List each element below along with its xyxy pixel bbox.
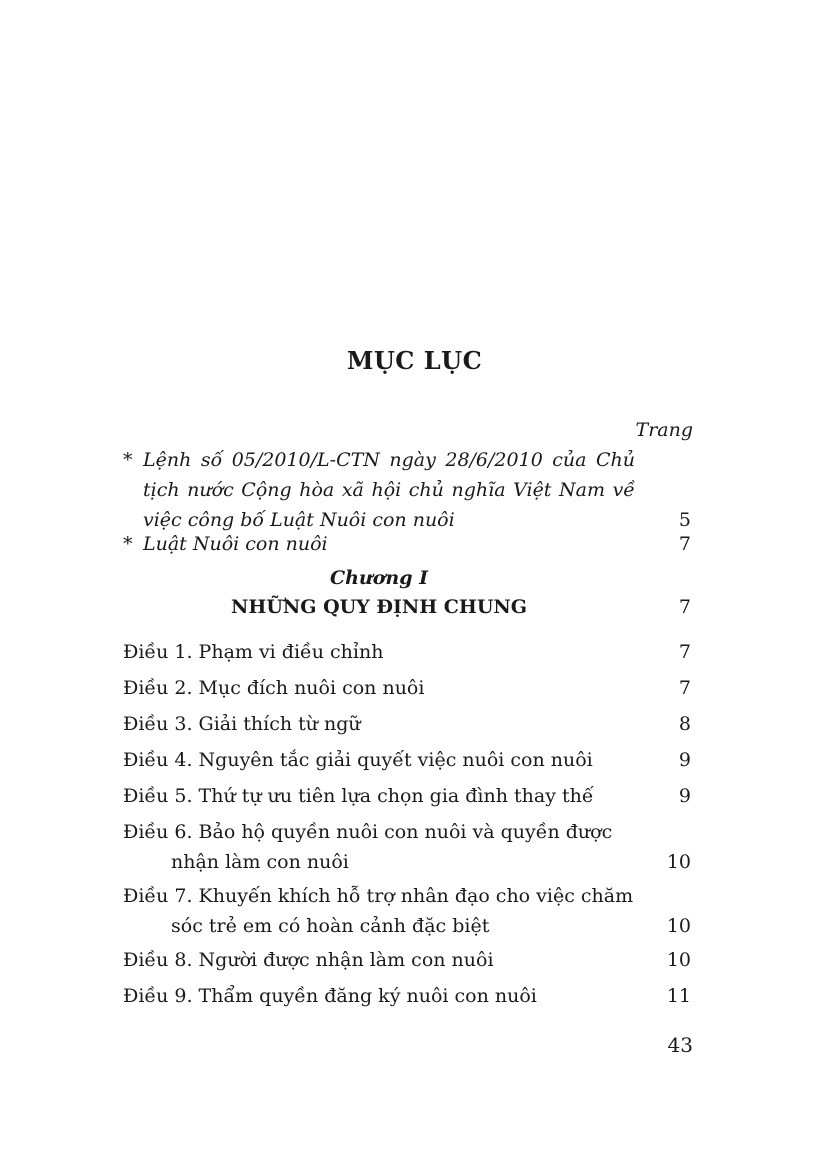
page-title: MỤC LỤC <box>346 346 483 375</box>
toc-entry <box>123 981 691 1011</box>
toc-entry <box>123 637 691 667</box>
bullet-marker: * <box>123 533 133 555</box>
toc-entry-text: Điều 2. Mục đích nuôi con nuôi <box>123 677 425 699</box>
page-column-label: Trang <box>635 419 693 441</box>
chapter-name: NHỮNG QUY ĐỊNH CHUNG <box>230 596 528 618</box>
toc-entry <box>123 673 691 703</box>
page-number: 43 <box>667 1033 693 1057</box>
toc-entry-text: Điều 9. Thẩm quyền đăng ký nuôi con nuôi <box>123 985 537 1007</box>
toc-entry <box>123 709 691 739</box>
chapter-page: 7 <box>678 596 691 618</box>
chapter-number: Chương I <box>329 567 429 589</box>
toc-entry <box>123 945 691 975</box>
toc-entry-page: 9 <box>678 749 691 771</box>
toc-entry <box>123 745 691 775</box>
toc-entry-text: Điều 6. Bảo hộ quyền nuôi con nuôi và quyền được nhận làm con nuôi <box>123 821 613 873</box>
toc-entry-page: 10 <box>666 851 691 873</box>
toc-entry-page: 11 <box>666 985 691 1007</box>
toc-entry-page: 8 <box>678 713 691 735</box>
toc-entry-text: Điều 4. Nguyên tắc giải quyết việc nuôi con nuôi <box>123 749 593 771</box>
toc-entry-text: Điều 5. Thứ tự ưu tiên lựa chọn gia đình thay thế <box>123 785 594 807</box>
toc-entry-page: 10 <box>666 949 691 971</box>
intro-entry <box>123 529 691 559</box>
intro-entry-page: 7 <box>678 533 691 555</box>
toc-entry-text: Điều 3. Giải thích từ ngữ <box>123 713 361 735</box>
toc-entry-text: Điều 8. Người được nhận làm con nuôi <box>123 949 494 971</box>
toc-entry-page: 7 <box>678 641 691 663</box>
intro-entry-page: 5 <box>678 509 691 531</box>
toc-entry <box>123 817 691 877</box>
intro-entry <box>123 445 691 535</box>
intro-entry-text: Lệnh số 05/2010/L-CTN ngày 28/6/2010 của Chủ tịch nước Cộng hòa xã hội chủ nghĩa Việt Nam về việc công bố Luật Nuôi con nuôi <box>143 449 635 531</box>
toc-entry-page: 9 <box>678 785 691 807</box>
toc-entry <box>123 881 691 941</box>
toc-entry-page: 7 <box>678 677 691 699</box>
toc-entry-text: Điều 1. Phạm vi điều chỉnh <box>123 641 384 663</box>
intro-entry-text: Luật Nuôi con nuôi <box>143 533 328 555</box>
bullet-marker: * <box>123 449 133 471</box>
toc-entry-text: Điều 7. Khuyến khích hỗ trợ nhân đạo cho việc chăm sóc trẻ em có hoàn cảnh đặc biệt <box>123 885 634 937</box>
toc-entry <box>123 781 691 811</box>
toc-entry-page: 10 <box>666 915 691 937</box>
